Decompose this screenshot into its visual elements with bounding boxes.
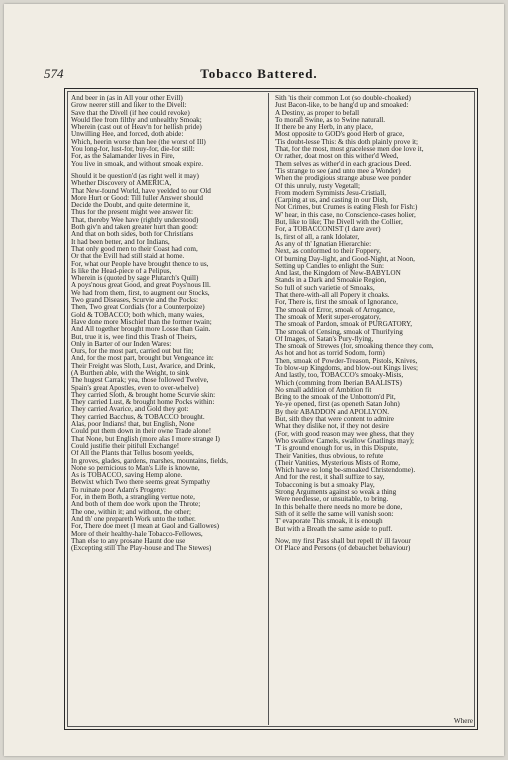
- verse-line: Could justifie their pitifull Exchange!: [71, 442, 180, 450]
- verse-line: And th' one prepareth Work unto the tother.: [71, 515, 196, 523]
- verse-line: Could put them down in their owne Trade alone!: [71, 428, 212, 436]
- verse-line: They carried Avarice, and Gold they got:: [71, 406, 189, 414]
- verse-line: (Excepting still The Play-house and The Stewes): [71, 545, 212, 553]
- verse-line: Or that the Evill had still staid at home.: [71, 253, 185, 261]
- verse-line: For, There doe meet (I mean at Gaol and Gallowes): [71, 523, 220, 531]
- verse-line: Stands in a Dark and Smoakie Region,: [275, 277, 387, 285]
- verse-line: By their ABADDON and APOLLYON.: [275, 408, 390, 416]
- verse-line: Just Bacon-like, to be hang'd up and smoaked:: [275, 102, 409, 110]
- verse-line: Then, Two great Cordials (for a Counterpoize): [71, 304, 205, 312]
- verse-line: Setting up Candles to enlight the Sun:: [275, 262, 385, 270]
- verse-line: Two grand Diseases, Scurvie and the Pocks:: [71, 297, 199, 305]
- verse-line: T' evaporate This smoak, it is enough: [275, 518, 383, 526]
- verse-line: Which (comming from Iberian BAALISTS): [275, 379, 402, 387]
- verse-line: Of Images, of Satan's Pury-flying,: [275, 335, 374, 343]
- verse-line: 'Tis strange to see (and unto mee a Wonder): [275, 167, 401, 175]
- verse-line: Ye-ye opened, first (as openeth Satan John): [275, 401, 400, 409]
- verse-line: Who swallow Camels, swallow Gnatlings may);: [275, 437, 414, 445]
- verse-line: Of All the Plants that Tellus bosom yeelds,: [71, 450, 194, 458]
- verse-line: That, for the most, most gracelesse men doe love it,: [275, 146, 424, 154]
- verse-line: (Carping at us, and casting in our Dish,: [275, 197, 388, 205]
- verse-line: That, thereby Wee have (rightly understood): [71, 216, 199, 224]
- verse-line: You long-for, lust-for, buy-for, die-for still:: [71, 146, 195, 154]
- verse-line: The smoak of Merit super-erogatory,: [275, 313, 381, 321]
- verse-line: 'T is ground enough for us, in this Dispute,: [275, 445, 398, 453]
- verse-line: To ruinate poor Adam's Progeny:: [71, 486, 167, 494]
- verse-line: That only good men to their Coast had com,: [71, 245, 198, 253]
- verse-line: (Their Vanities, Mysterious Mists of Rome,: [275, 459, 401, 467]
- verse-line: No small addition of Ambition fit: [275, 386, 372, 394]
- verse-line: Their Vanities, thus obvious, to refute: [275, 452, 384, 460]
- verse-line: W' hear, in this case, no Conscience-cases holier,: [275, 211, 416, 219]
- verse-line: Unwilling Hee, and forced, doth abide:: [71, 131, 184, 139]
- verse-line: Sith 'tis their common Lot (so double-choaked): [275, 95, 411, 102]
- verse-line: For, There is, first the smoak of Ignorance,: [275, 299, 398, 307]
- verse-line: To morall Swine, as to Swine naturall.: [275, 116, 386, 124]
- verse-line: And both of them doe work upon the Throte;: [71, 501, 201, 509]
- verse-line: Next, as conformed to their Foppery,: [275, 248, 381, 256]
- verse-line: And that on both sides, both for Christians: [71, 231, 194, 239]
- verse-line: Then, smoak of Powder-Treason, Pistols, Knives,: [275, 357, 418, 365]
- verse-line: Only in Barter of our Inden Wares:: [71, 340, 172, 348]
- verse-line: Now, my first Pass shall but repell th' ill favour: [275, 537, 411, 545]
- text-frame: [64, 88, 478, 730]
- verse-line: Of burning Day-light, and Good-Night, at Noon,: [275, 255, 415, 263]
- verse-line: Them selves as wither'd in each gracious Deed.: [275, 160, 412, 168]
- verse-line: Alas, poor Indians! that, but English, None: [71, 421, 195, 429]
- verse-line: As any of th' Ignatian Hierarchie:: [275, 240, 372, 248]
- verse-line: When the prodigious strange abuse wee ponder: [275, 175, 412, 183]
- catchword: Where: [453, 717, 473, 725]
- verse-line: Would flee from filthy and unhealthy Smoak;: [71, 116, 202, 124]
- verse-line: Ours, for the most part, carried out but fin;: [71, 348, 194, 356]
- verse-line: Is like the Head-piece of a Pelipus,: [71, 267, 172, 275]
- verse-line: And lastly, too, TOBACCO's smoaky-Mists,: [275, 372, 404, 380]
- verse-line: But with a Breath the same aside to puff.: [275, 525, 393, 533]
- verse-line: And All together brought more Losse than Gain.: [71, 326, 211, 334]
- verse-line: But, like to like; The Divell with the Collier,: [275, 219, 403, 227]
- verse-line: So full of such varietie of Smoaks,: [275, 284, 375, 292]
- verse-line: Save that the Divell (if hee could revoke): [71, 109, 190, 117]
- verse-line: For, as the Salamander lives in Fire,: [71, 153, 175, 161]
- verse-line: Their Freight was Sloth, Lust, Avarice, and Drink,: [71, 362, 216, 370]
- verse-line: (For, with good reason may wee ghess, that they: [275, 430, 415, 438]
- verse-line: Of this unruly, rusty Vegetall;: [275, 182, 361, 190]
- verse-line: Were needlesse, or unsuitable, to bring.: [275, 496, 389, 504]
- verse-line: A Destiny, as proper to befall: [275, 109, 360, 117]
- verse-line: You live in smoak, and without smoak expire.: [71, 160, 204, 168]
- verse-line: To blow-up Kingdoms, and blow-out Kings lives;: [275, 364, 419, 372]
- verse-line: In this behalfe there needs no more be done,: [275, 503, 403, 511]
- verse-line: A poys'nous great Good, and great Poys'nous Ill.: [71, 282, 211, 290]
- verse-line: Should it be question'd (as right well it may): [71, 172, 199, 180]
- verse-line: They carried Sloth, & brought home Scurvie skin:: [71, 391, 216, 399]
- verse-line: Strong Arguments against so weak a thing: [275, 489, 397, 497]
- verse-line: For, what our People have brought thence to us,: [71, 260, 209, 268]
- verse-line: Whether Discovery of AMERICA,: [71, 180, 172, 188]
- page-number: 574: [44, 66, 64, 81]
- verse-line: In groves, glades, gardens, marshes, mountains, fields,: [71, 457, 228, 465]
- verse-line: Both giv'n and taken greater hurt than good:: [71, 224, 198, 232]
- verse-line: More Hurt or Good: Till fuller Answer should: [71, 194, 203, 202]
- verse-line: Sith of it selfe the same will vanish soon:: [275, 510, 394, 518]
- verse-line: The smoak of Strewes (for, smoaking thence they com,: [275, 343, 434, 351]
- verse-line: It had been better, and for Indians,: [71, 238, 170, 246]
- verse-line: Of Place and Persons (of debauchet behaviour): [275, 545, 411, 553]
- verse-line: But, true it is, wee find this Trash of Theirs,: [71, 333, 197, 341]
- verse-line: Bring to the smoak of the Unbottom'd Pit,: [275, 394, 396, 402]
- verse-line: (A Burthen able, with the Weight, to sink: [71, 369, 190, 377]
- page-sheet: [4, 4, 504, 756]
- verse-line: The smoak of Error, smoak of Arrogance,: [275, 306, 395, 314]
- verse-line: That there-with-all all Popery it choaks.: [275, 292, 390, 300]
- verse-line: Wherein is (quoted by sage Plutarch's Quill): [71, 275, 199, 283]
- verse-line: Grow neerer still and liker to the Divell:: [71, 102, 187, 110]
- verse-line: Gold & TOBACCO; both which, many waies,: [71, 311, 205, 319]
- verse-line: And for the rest, it shall suffize to say,: [275, 474, 385, 482]
- verse-line: That New-found World, have yeelded to our Old: [71, 187, 211, 195]
- verse-line: The smoak of Censing, smoak of Thurifying: [275, 328, 403, 336]
- page-header: [44, 64, 474, 86]
- verse-line: None so pernicious to Man's Life is knowne,: [71, 464, 200, 472]
- verse-line: Decide the Doubt, and quite determine it,: [71, 202, 190, 210]
- verse-line: Thus for the present might wee answer fit:: [71, 209, 193, 217]
- verse-line: The hugest Carrak; yea, those followed Twelve,: [71, 377, 209, 385]
- verse-line: They carried Lust, & brought home Pocks within:: [71, 399, 215, 407]
- verse-line: Wherein (cast out of Heav'n for hellish pride): [71, 124, 202, 132]
- verse-line: That None, but English (more alas I more strange I): [71, 435, 220, 443]
- verse-line: For, a TOBACCONIST (I dare aver): [275, 226, 381, 234]
- verse-line: Is, first of all, a rank Idolater,: [275, 233, 360, 241]
- column-divider: [268, 93, 269, 725]
- verse-line: Spain's great Apostles, even to over-whelve): [71, 384, 199, 392]
- left-column: [71, 95, 267, 723]
- verse-line: Than else to any prosane Haunt doe use: [71, 537, 186, 545]
- verse-line: More of their healthy-hale Tobacco-Fellowes,: [71, 530, 203, 538]
- verse-line: We had from them, first, to augment our Stocks,: [71, 289, 210, 297]
- verse-line: And beer in (as in All your other Evill): [71, 95, 183, 102]
- verse-line: If there be any Herb, in any place,: [275, 124, 373, 132]
- verse-line: What they dislike not, if they not desire: [275, 423, 389, 431]
- verse-line: They carried Bacchus, & TOBACCO brought.: [71, 413, 205, 421]
- verse-line: Which, heerin worse than hee (the worst of Ill): [71, 138, 206, 146]
- verse-line: As is TOBACCO, saving Hemp alone.: [71, 472, 183, 480]
- verse-line: Betwixt which Two there seems great Sympathy: [71, 479, 211, 487]
- verse-line: And last, the Kingdom of New-BABYLON: [275, 270, 401, 278]
- verse-line: From modern Symmists Jesu-Cristiall,: [275, 189, 387, 197]
- verse-line: Or rather, doat most on this wither'd Weed,: [275, 153, 399, 161]
- verse-line: For, in them Both, a strangling vertue note,: [71, 494, 195, 502]
- verse-line: Not Crimes, but Crumes is eating Flesh for Fish:): [275, 204, 418, 212]
- verse-line: Tobacconing is but a smoaky Play,: [275, 481, 375, 489]
- verse-line: Most opposite to GOD's good Herb of grace,: [275, 131, 405, 139]
- verse-line: And, for the most part, brought but Vengeance in:: [71, 355, 214, 363]
- verse-line: Have done more Mischief than the former twain;: [71, 318, 212, 326]
- verse-line: The smoak of Pardon, smoak of PURGATORY,: [275, 321, 413, 329]
- verse-line: But, sith they that were content to admire: [275, 416, 394, 424]
- verse-line: 'Tis doubt-lesse This: & this doth plainly prove it;: [275, 138, 419, 146]
- verse-line: Which have so long be-smoaked Christendome).: [275, 467, 416, 475]
- verse-line: The one, within it; and without, the other;: [71, 508, 191, 516]
- right-column: [275, 95, 471, 723]
- verse-line: As hot and hot as torrid Sodom, form): [275, 350, 385, 358]
- running-head: Tobacco Battered.: [200, 66, 318, 81]
